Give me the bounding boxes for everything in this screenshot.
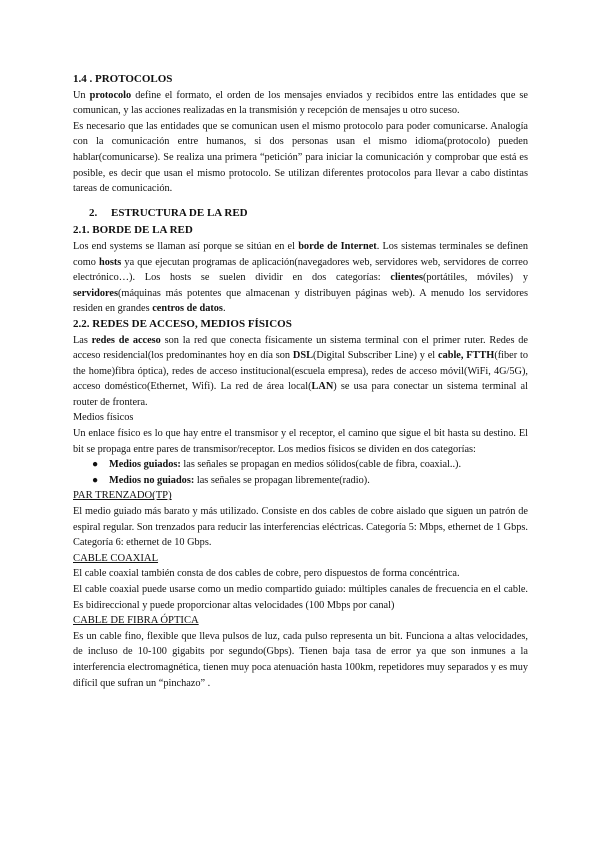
subsection-heading-redes-de-acceso: 2.2. REDES DE ACCESO, MEDIOS FÍSICOS [73, 317, 292, 330]
list-item: ● Medios no guiados: las señales se propagan libremente(radio). [73, 473, 528, 489]
bullet-icon: ● [92, 459, 99, 471]
paragraph-protocol-definition: Un protocolo define el formato, el orden de los mensajes enviados y recibidos entre las entidades que se comunican, y las acciones realizadas en la transmisión y recepción de mensajes u otro suceso. [73, 89, 528, 117]
medios-fisicos-label: Medios físicos [73, 412, 134, 424]
paragraph-fibra-optica: Es un cable fino, flexible que lleva pulsos de luz, cada pulso representa un bit. Funciona a altas velocidades, de incluso de 10-100 gigabits por segundo(Gbps). Tienen baja tasa de error ya que son inmunes a la interferencia electromagnética, tienen muy poca atenuación hasta 100km, repetidores muy separados y es muy difícil que sufran un “pinchazo” . [73, 630, 528, 689]
medios-list [73, 457, 528, 488]
paragraph-coaxial-2: El cable coaxial puede usarse como un medio compartido guiado: múltiples canales de frecuencia en el cable. Es bidireccional y puede proporcionar altas velocidades (100 Mbps por canal) [73, 584, 528, 611]
section-heading-protocolos: 1.4 . PROTOCOLOS [73, 73, 173, 85]
section-heading-estructura: 2. ESTRUCTURA DE LA RED [89, 206, 248, 219]
paragraph-par-trenzado: El medio guiado más barato y más utilizado. Consiste en dos cables de cobre aislado que siguen un patrón de espiral regular. Son trenzados para reducir las interferencias eléctricas. Categoría 5: Mbps, ethernet de 1 Gbps. Categoría 6: ethernet de 10 Gbps. [73, 506, 528, 549]
bullet-icon: ● [92, 474, 99, 486]
heading-par-trenzado: PAR TRENZADO(TP) [73, 490, 172, 502]
list-item: ● Medios guiados: las señales se propagan en medios sólidos(cable de fibra, coaxial..). [73, 457, 528, 473]
paragraph-redes-de-acceso: Las redes de acceso son la red que conecta físicamente un sistema terminal con el primer ruter. Redes de acceso residencial(los predominantes hoy en día son DSL(Digital Subscriber Line) y el cable, FTTH(fiber to the home)fibra óptica), redes de acceso institucional(escuela empresa), redes de acceso móvil(WiFi, 4G/5G), acceso doméstico(Ethernet, Wifi). La red de área local(LAN) se usa para conectar un sistema terminal al router de frontera. [73, 334, 529, 408]
paragraph-protocol-analogy: Es necesario que las entidades que se comunican usen el mismo protocolo para poder comunicarse. Analogía con la comunicación entre humanos, si dos personas usan el mismo idioma(protocolo) pueden hablar(comunicarse). Se realiza una primera “petición” para iniciar la comunicación y comprobar que está es posible, es decir que usan el mismo protocolo. Se utilizan diferentes protocolos para llevar a cabo distintas tareas de comunicación. [73, 120, 528, 195]
document-page [73, 72, 528, 691]
paragraph-medios-fisicos: Un enlace físico es lo que hay entre el transmisor y el receptor, el camino que sigue el bit hasta su destino. El bit se propaga entre pares de transmisor/receptor. Los medios físicos se dividen en dos categorías: [73, 428, 528, 455]
paragraph-coaxial-1: El cable coaxial también consta de dos cables de cobre, pero dispuestos de forma concéntrica. [73, 568, 460, 580]
paragraph-borde-de-la-red: Los end systems se llaman así porque se sitúan en el borde de Internet. Los sistemas terminales se definen como hosts ya que ejecutan programas de aplicación(navegadores web, servidores web, servidores de correo electrónico…). Los hosts se suelen dividir en dos categorías: clientes(portátiles, móviles) y servidores(máquinas más potentes que almacenan y distribuyen páginas web). A menudo los servidores residen en grandes centros de datos. [73, 240, 529, 315]
heading-fibra-optica: CABLE DE FIBRA ÓPTICA [73, 615, 199, 627]
heading-cable-coaxial: CABLE COAXIAL [73, 552, 159, 564]
subsection-heading-borde: 2.1. BORDE DE LA RED [73, 224, 193, 237]
